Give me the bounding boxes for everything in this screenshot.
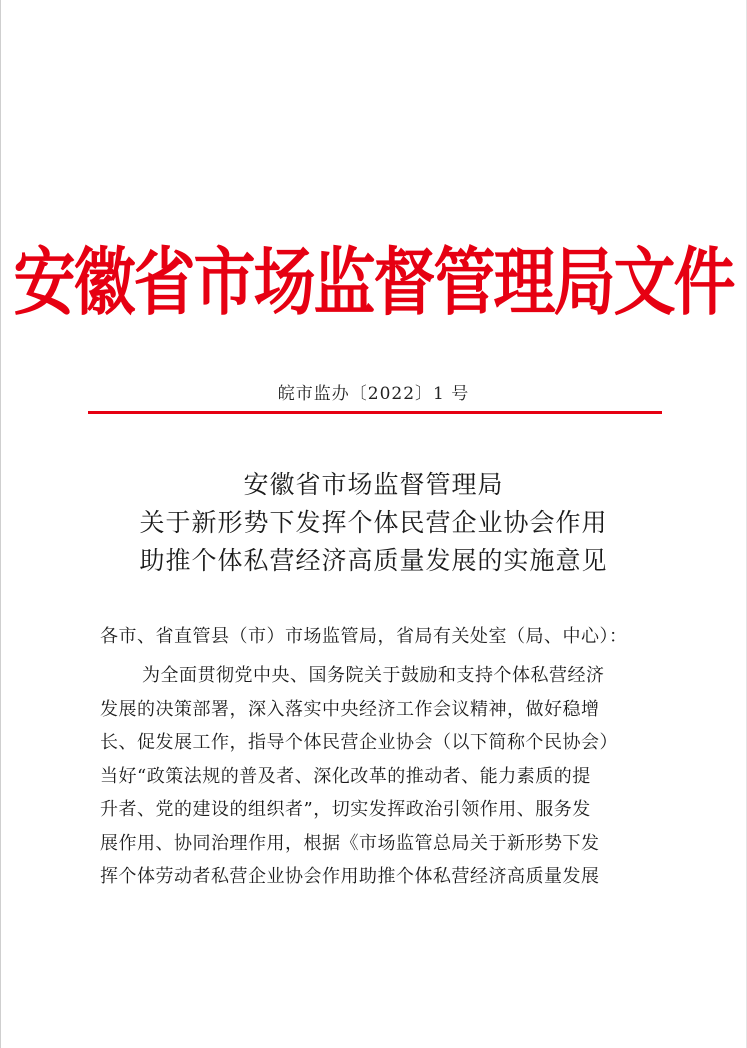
body-paragraph bbox=[100, 659, 655, 894]
body-line: 当好“政策法规的普及者、深化改革的推动者、能力素质的提 bbox=[100, 765, 591, 787]
document-masthead: 安徽省市场监督管理局文件 bbox=[13, 239, 734, 326]
title-line-1: 安徽省市场监督管理局 bbox=[243, 470, 504, 499]
addressee-line: 各市、省直管县（市）市场监管局，省局有关处室（局、中心）： bbox=[100, 626, 628, 647]
body-line: 为全面贯彻党中央、国务院关于鼓励和支持个体私营经济 bbox=[142, 665, 605, 686]
title-line-2: 关于新形势下发挥个体民营企业协会作用 bbox=[139, 508, 608, 537]
document-title bbox=[0, 466, 747, 580]
body-line: 挥个体劳动者私营企业协会作用助推个体私营经济高质量发展 bbox=[100, 866, 600, 887]
red-divider-rule bbox=[88, 411, 662, 414]
document-number: 皖市监办〔2022〕1 号 bbox=[277, 384, 470, 404]
title-line-3: 助推个体私营经济高质量发展的实施意见 bbox=[139, 546, 608, 575]
body-line: 升者、党的建设的组织者”，切实发挥政治引领作用、服务发 bbox=[100, 799, 591, 820]
body-line: 展作用、协同治理作用，根据《市场监管总局关于新形势下发 bbox=[100, 832, 600, 854]
body-line: 长、促发展工作，指导个体民营企业协会（以下简称个民协会） bbox=[100, 732, 618, 753]
body-line: 发展的决策部署，深入落实中央经济工作会议精神，做好稳增 bbox=[100, 698, 600, 720]
